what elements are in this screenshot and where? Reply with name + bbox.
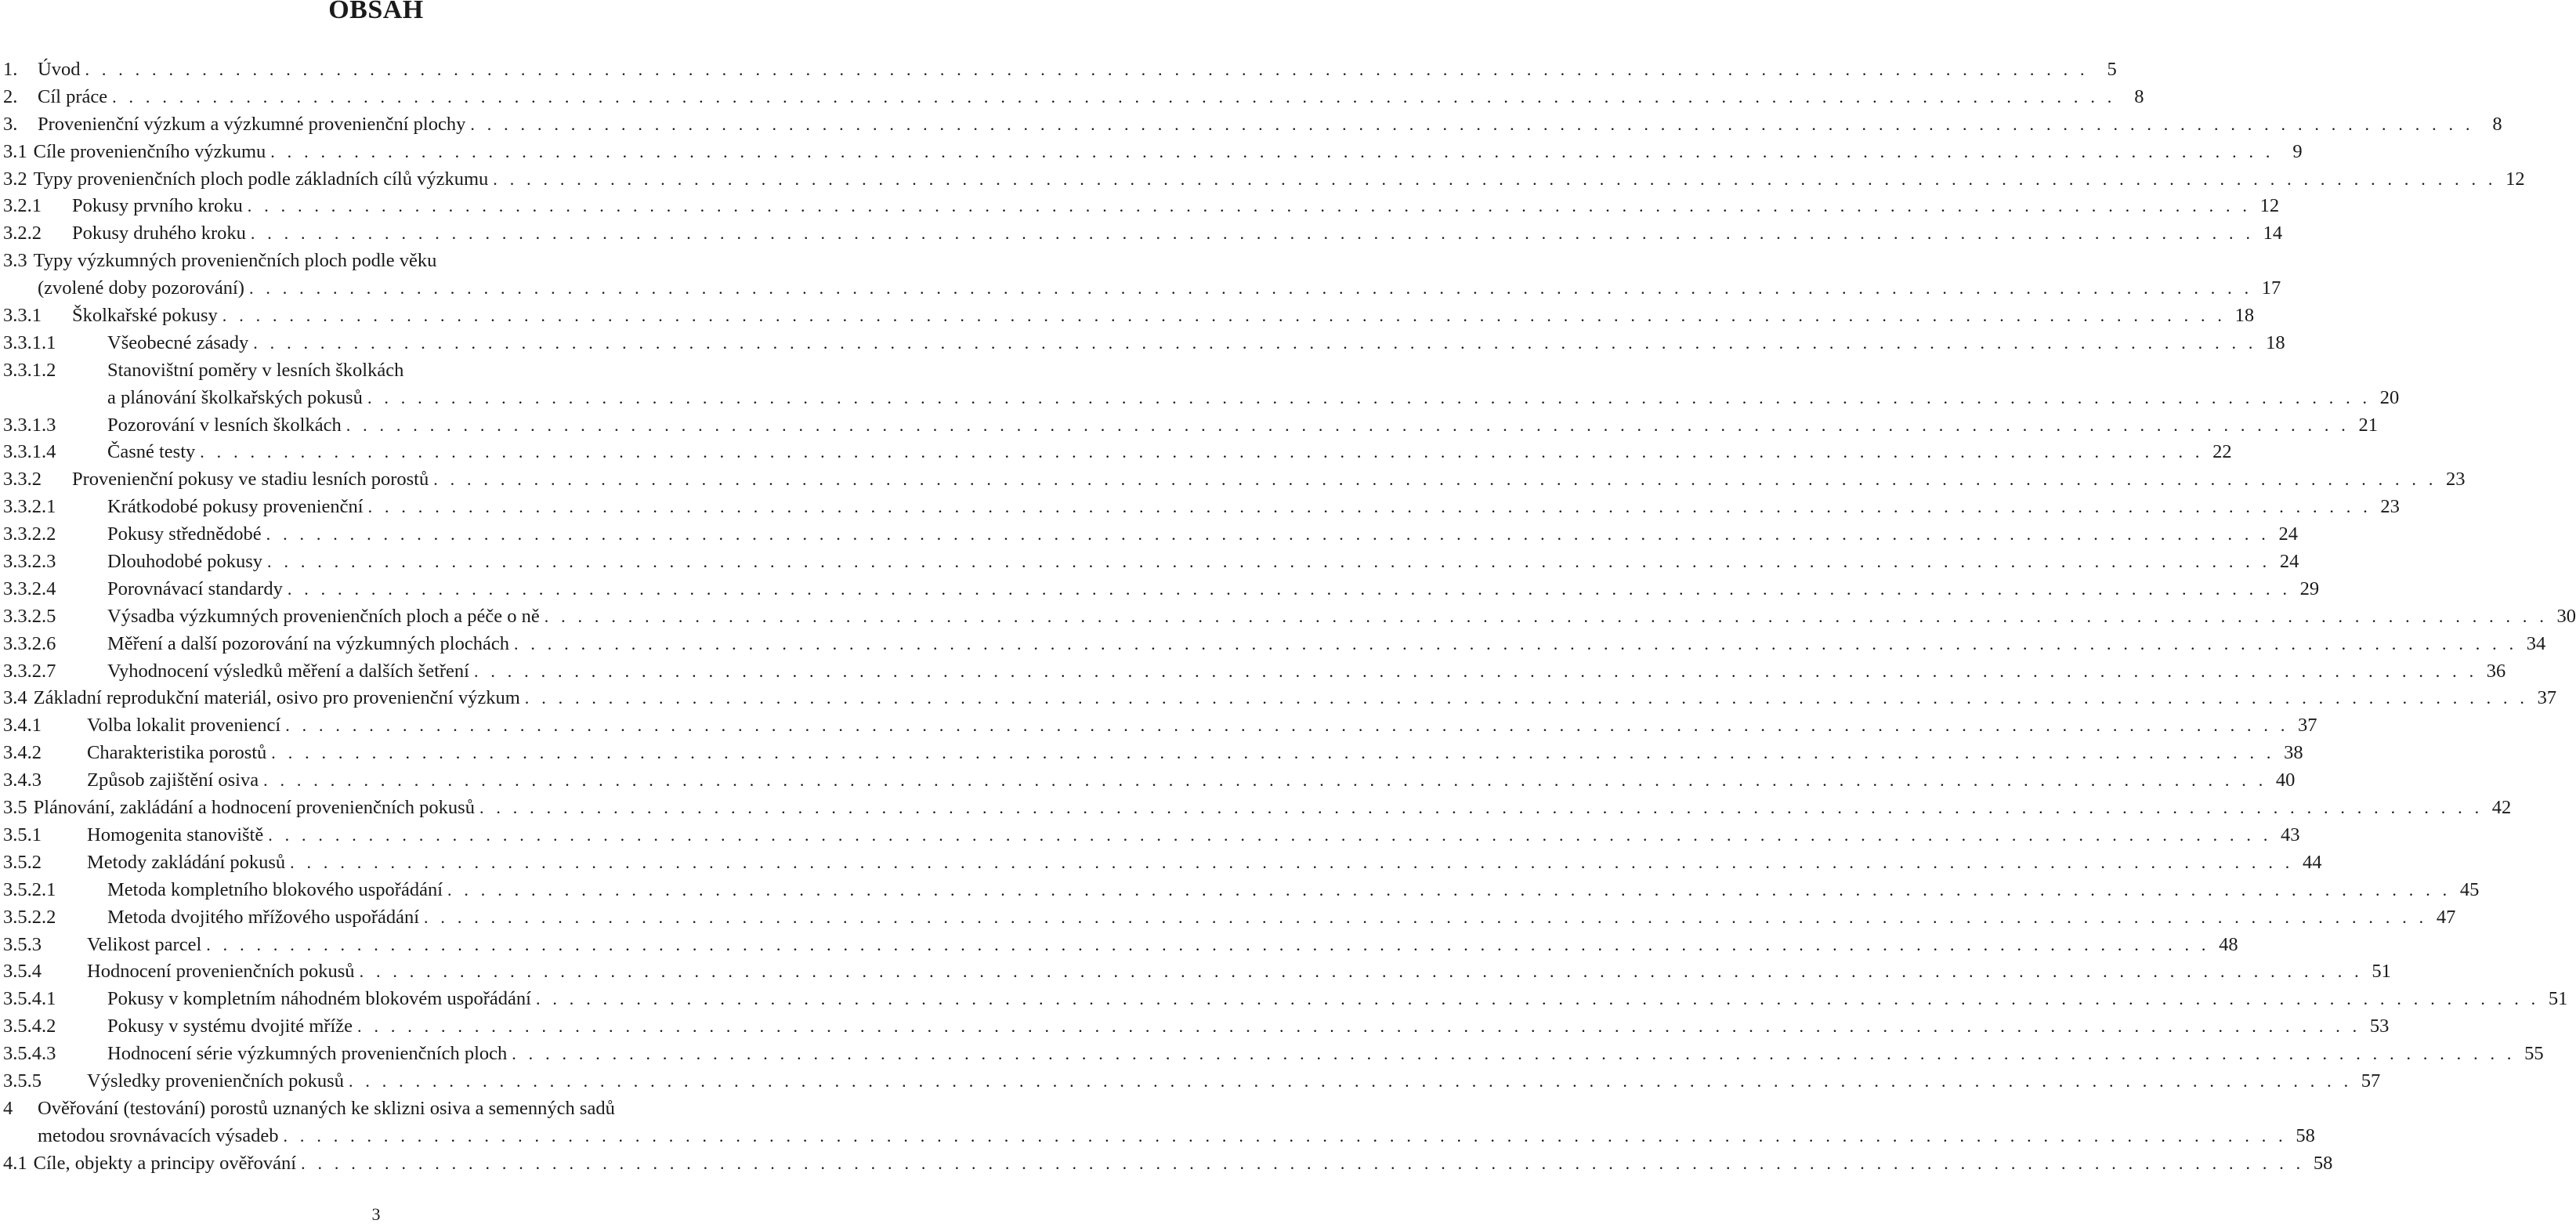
- toc-line: [3, 877, 2480, 904]
- dot-leader: . . . . . . . . . . . . . . . . . . . . . . . . . . . . . . . . . . . . . . . . . . . . . . . . . . . . . . . . . . . . . . . . . . . . . . . . . . . . . . . . . . . . . . . . . . . . . . . . . . . . . . . . . . . . . . . . . . . . . . . .: [283, 1125, 2287, 1146]
- entry-title: Pozorování v lesních školkách: [107, 414, 342, 436]
- entry-title: Volba lokalit proveniencí: [87, 715, 281, 737]
- toc-entry[interactable]: [3, 603, 2576, 631]
- entry-number: 3.2.1: [3, 195, 42, 217]
- entry-title: Cíle, objekty a principy ověřování: [33, 1152, 297, 1174]
- entry-title-continued: metodou srovnávacích výsadeb: [38, 1124, 279, 1146]
- toc-line: [3, 412, 2379, 440]
- entry-page: 58: [2313, 1152, 2333, 1174]
- entry-number: 3.5.3: [3, 933, 42, 955]
- entry-number: 1.: [3, 59, 18, 80]
- entry-title: Provenienční pokusy ve stadiu lesních porostů: [72, 469, 429, 491]
- toc-entry[interactable]: [3, 412, 2379, 440]
- entry-title: Úvod: [38, 59, 81, 80]
- toc-entry[interactable]: [3, 712, 2317, 740]
- entry-title: Typy provenienčních ploch podle základních cílů výzkumu: [33, 168, 489, 190]
- toc-entry[interactable]: [3, 904, 2456, 932]
- toc-line: [3, 275, 2281, 302]
- dot-leader: . . . . . . . . . . . . . . . . . . . . . . . . . . . . . . . . . . . . . . . . . . . . . . . . . . . . . . . . . . . . . . . . . . . . . . . . . . . . . . . . . . . . . . . . . . . . . . . . . . . . . . . . . . . . . . . . . . . . . . . .: [200, 442, 2204, 462]
- entry-number: 3.3.2.2: [3, 523, 56, 545]
- entry-title: Porovnávací standardy: [107, 577, 283, 599]
- dot-leader: . . . . . . . . . . . . . . . . . . . . . . . . . . . . . . . . . . . . . . . . . . . . . . . . . . . . . . . . . . . . . . . . . . . . . . . . . . . . . . . . . . . . . . . . . . . . . . . . . . . . . . . . . . . . . . . . . . . . . . . .: [287, 578, 2292, 599]
- entry-number: 3.5: [3, 797, 27, 819]
- dot-leader: . . . . . . . . . . . . . . . . . . . . . . . . . . . . . . . . . . . . . . . . . . . . . . . . . . . . . . . . . . . . . . . . . . . . . . . . . . . . . . . . . . . . . . . . . . . . . . . . . . . . . . . . . . . . . . . . . . . . . . . .: [250, 223, 2255, 244]
- toc-entry[interactable]: [3, 302, 2255, 330]
- toc-entry[interactable]: [3, 439, 2232, 466]
- toc-entry[interactable]: [3, 685, 2557, 712]
- entry-page: 53: [2369, 1016, 2390, 1037]
- toc-entry[interactable]: [3, 1068, 2381, 1095]
- entry-page: 12: [2259, 195, 2280, 217]
- entry-number: 3.3.2: [3, 469, 42, 491]
- entry-page: 45: [2459, 878, 2480, 900]
- entry-title: Pokusy prvního kroku: [72, 195, 243, 217]
- toc-entry[interactable]: [3, 220, 2283, 248]
- toc-entry[interactable]: [3, 248, 2281, 302]
- page-title: OBSAH: [328, 0, 424, 24]
- entry-number: 3.3: [3, 250, 27, 272]
- entry-page: 30: [2556, 605, 2576, 627]
- entry-page: 5: [2107, 59, 2117, 80]
- entry-number: 3.1: [3, 140, 27, 162]
- toc-entry[interactable]: [3, 1013, 2390, 1041]
- toc-entry[interactable]: [3, 193, 2280, 220]
- toc-line: [3, 302, 2255, 330]
- table-of-contents: [3, 56, 2576, 1178]
- entry-number: 3.: [3, 113, 18, 135]
- toc-line: [3, 139, 2303, 166]
- entry-title-continued: (zvolené doby pozorování): [38, 277, 244, 299]
- toc-line: [3, 932, 2238, 959]
- entry-title: Pokusy střednědobé: [107, 523, 262, 545]
- toc-line: [3, 357, 749, 385]
- dot-leader: . . . . . . . . . . . . . . . . . . . . . . . . . . . . . . . . . . . . . . . . . . . . . . . . . . . . . . . . . . . . . . . . . . . . . . . . . . . . . . . . . . . . . . . . . . . . . . . . . . . . . . . . . . . . . . . . . . . . . . . .: [301, 1153, 2305, 1173]
- toc-line: [3, 439, 2232, 466]
- entry-title: Výsadba výzkumných provenienčních ploch a péče o ně: [107, 605, 540, 627]
- entry-title: Výsledky provenienčních pokusů: [87, 1070, 344, 1092]
- entry-number: 3.5.2.2: [3, 906, 56, 928]
- dot-leader: . . . . . . . . . . . . . . . . . . . . . . . . . . . . . . . . . . . . . . . . . . . . . . . . . . . . . . . . . . . . . . . . . . . . . . . . . . . . . . . . . . . . . . . . . . . . . . . . . . . . . . . . . . . . . . . . . . . . . . . .: [290, 852, 2294, 872]
- toc-line: [3, 658, 2506, 686]
- dot-leader: . . . . . . . . . . . . . . . . . . . . . . . . . . . . . . . . . . . . . . . . . . . . . . . . . . . . . . . . . . . . . . . . . . . . . . . . . . . . . . . . . . . . . . . . . . . . . . . . . . . . . . . . . . . . . . . . . . . . . . . .: [512, 1044, 2516, 1064]
- toc-line: [3, 521, 2298, 549]
- entry-page: 22: [2212, 441, 2232, 463]
- entry-page: 18: [2234, 305, 2255, 327]
- dot-leader: . . . . . . . . . . . . . . . . . . . . . . . . . . . . . . . . . . . . . . . . . . . . . . . . . . . . . . . . . . . . . . . . . . . . . . . . . . . . . . . . . . . . . . . . . . . . . . . . . . . . . . . . . . . . . . . . . . . . . . . .: [357, 1016, 2361, 1037]
- dot-leader: . . . . . . . . . . . . . . . . . . . . . . . . . . . . . . . . . . . . . . . . . . . . . . . . . . . . . . . . . . . . . . . . . . . . . . . . . . . . . . . . . . . . . . . . . . . . . . . . . . . . . . . . . . . . . . . . . . . . . . . .: [513, 633, 2518, 654]
- entry-page: 8: [2134, 85, 2144, 107]
- toc-entry[interactable]: [3, 958, 2391, 986]
- dot-leader: . . . . . . . . . . . . . . . . . . . . . . . . . . . . . . . . . . . . . . . . . . . . . . . . . . . . . . . . . . . . . . . . . . . . . . . . . . . . . . . . . . . . . . . . . . . . . . . . . . . . . . . . . . . . . . . . . . . . . . . .: [263, 770, 2267, 791]
- dot-leader: . . . . . . . . . . . . . . . . . . . . . . . . . . . . . . . . . . . . . . . . . . . . . . . . . . . . . . . . . . . . . . . . . . . . . . . . . . . . . . . . . . . . . . . . . . . . . . . . . . . . . . . . . . . . . . . . . . . . . . . .: [479, 798, 2484, 818]
- entry-number: 3.5.2.1: [3, 878, 56, 900]
- entry-page: 58: [2296, 1124, 2315, 1146]
- entry-page: 43: [2281, 824, 2300, 845]
- toc-line: [3, 84, 2144, 111]
- toc-entry[interactable]: [3, 822, 2300, 849]
- entry-page: 44: [2302, 851, 2322, 873]
- entry-page: 40: [2275, 769, 2296, 791]
- toc-line: [3, 1150, 2333, 1178]
- toc-line: [3, 1095, 749, 1123]
- dot-leader: . . . . . . . . . . . . . . . . . . . . . . . . . . . . . . . . . . . . . . . . . . . . . . . . . . . . . . . . . . . . . . . . . . . . . . . . . . . . . . . . . . . . . . . . . . . . . . . . . . . . . . . . . . . . . . . . . . . . . . . .: [367, 497, 2372, 517]
- dot-leader: . . . . . . . . . . . . . . . . . . . . . . . . . . . . . . . . . . . . . . . . . . . . . . . . . . . . . . . . . . . . . . . . . . . . . . . . . . . . . . . . . . . . . . . . . . . . . . . . . . . . . . . . . . . . . . . . . . . . . . . .: [248, 278, 2253, 299]
- toc-entry[interactable]: [3, 166, 2525, 194]
- entry-title: Krátkodobé pokusy provenienční: [107, 496, 364, 518]
- entry-number: 3.3.1.4: [3, 441, 56, 463]
- toc-line: [3, 1068, 2381, 1095]
- toc-entry[interactable]: [3, 1150, 2333, 1178]
- entry-title: Velikost parcel: [87, 933, 202, 955]
- toc-entry[interactable]: [3, 466, 2466, 494]
- entry-number: 3.5.4.1: [3, 988, 56, 1010]
- toc-entry[interactable]: [3, 658, 2506, 686]
- dot-leader: . . . . . . . . . . . . . . . . . . . . . . . . . . . . . . . . . . . . . . . . . . . . . . . . . . . . . . . . . . . . . . . . . . . . . . . . . . . . . . . . . . . . . . . . . . . . . . . . . . . . . . . . . . . . . . . . . . . . . . . .: [433, 469, 2437, 490]
- entry-number: 3.3.2.4: [3, 577, 56, 599]
- entry-page: 48: [2219, 933, 2238, 955]
- toc-line: [3, 712, 2317, 740]
- dot-leader: . . . . . . . . . . . . . . . . . . . . . . . . . . . . . . . . . . . . . . . . . . . . . . . . . . . . . . . . . . . . . . . . . . . . . . . . . . . . . . . . . . . . . . . . . . . . . . . . . . . . . . . . . . . . . . . . . . . . . . . .: [270, 141, 2274, 161]
- toc-line: [3, 385, 2400, 412]
- toc-line: [3, 822, 2300, 849]
- entry-title: Metoda kompletního blokového uspořádání: [107, 878, 443, 900]
- entry-title: Dlouhodobé pokusy: [107, 551, 263, 573]
- entry-number: 4: [3, 1097, 13, 1119]
- toc-entry[interactable]: [3, 330, 2285, 357]
- toc-entry[interactable]: [3, 877, 2480, 904]
- toc-entry[interactable]: [3, 740, 2303, 767]
- entry-page: 17: [2261, 277, 2281, 299]
- dot-leader: . . . . . . . . . . . . . . . . . . . . . . . . . . . . . . . . . . . . . . . . . . . . . . . . . . . . . . . . . . . . . . . . . . . . . . . . . . . . . . . . . . . . . . . . . . . . . . . . . . . . . . . . . . . . . . . . . . . . . . . .: [253, 332, 2257, 353]
- toc-entry[interactable]: [3, 631, 2546, 658]
- toc-entry[interactable]: [3, 139, 2303, 166]
- entry-number: 3.2.2: [3, 223, 42, 244]
- toc-line: [3, 549, 2299, 576]
- entry-number: 3.5.2: [3, 851, 42, 873]
- toc-entry[interactable]: [3, 494, 2400, 521]
- entry-page: 34: [2526, 632, 2546, 654]
- dot-leader: . . . . . . . . . . . . . . . . . . . . . . . . . . . . . . . . . . . . . . . . . . . . . . . . . . . . . . . . . . . . . . . . . . . . . . . . . . . . . . . . . . . . . . . . . . . . . . . . . . . . . . . . . . . . . . . . . . . . . . . .: [447, 879, 2451, 900]
- toc-line: [3, 56, 2117, 84]
- entry-page: 37: [2537, 687, 2557, 709]
- dot-leader: . . . . . . . . . . . . . . . . . . . . . . . . . . . . . . . . . . . . . . . . . . . . . . . . . . . . . . . . . . . . . . . . . . . . . . . . . . . . . . . . . . . . . . . . . . . . . . . . . . . . . . . . . . . . . . . . . . . . . . . .: [206, 934, 2210, 954]
- entry-title: Ověřování (testování) porostů uznaných ke sklizni osiva a semenných sadů: [38, 1097, 615, 1119]
- dot-leader: . . . . . . . . . . . . . . . . . . . . . . . . . . . . . . . . . . . . . . . . . . . . . . . . . . . . . . . . . . . . . . . . . . . . . . . . . . . . . . . . . . . . . . . . . . . . . . . . . . . . . . . . . . . . . . . . . . . . . . . .: [85, 60, 2089, 79]
- toc-line: [3, 603, 2576, 631]
- entry-title: Cíl práce: [38, 85, 108, 107]
- toc-entry[interactable]: [3, 1095, 2315, 1150]
- entry-page: 29: [2299, 577, 2320, 599]
- entry-page: 18: [2266, 331, 2285, 353]
- entry-title: Základní reprodukční materiál, osivo pro provenienční výzkum: [33, 687, 520, 709]
- dot-leader: . . . . . . . . . . . . . . . . . . . . . . . . . . . . . . . . . . . . . . . . . . . . . . . . . . . . . . . . . . . . . . . . . . . . . . . . . . . . . . . . . . . . . . . . . . . . . . . . . . . . . . . . . . . . . . . . . . . . . . . .: [470, 114, 2474, 134]
- dot-leader: . . . . . . . . . . . . . . . . . . . . . . . . . . . . . . . . . . . . . . . . . . . . . . . . . . . . . . . . . . . . . . . . . . . . . . . . . . . . . . . . . . . . . . . . . . . . . . . . . . . . . . . . . . . . . . . . . . . . . . . .: [348, 1070, 2353, 1091]
- entry-number: 4.1: [3, 1152, 27, 1174]
- entry-page: 8: [2492, 113, 2502, 135]
- toc-line: [3, 111, 2502, 139]
- entry-title: Stanovištní poměry v lesních školkách: [107, 359, 404, 381]
- entry-number: 3.5.4.3: [3, 1043, 56, 1065]
- page-number: 3: [371, 1204, 381, 1224]
- toc-entry[interactable]: [3, 56, 2117, 84]
- entry-page: 42: [2491, 797, 2512, 819]
- entry-title: Hodnocení série výzkumných provenienčních ploch: [107, 1043, 508, 1065]
- entry-page: 51: [2548, 988, 2568, 1010]
- entry-number: 3.4.2: [3, 742, 42, 764]
- entry-page: 23: [2380, 496, 2400, 518]
- entry-title: Vyhodnocení výsledků měření a dalších šetření: [107, 660, 469, 682]
- entry-number: 3.5.1: [3, 824, 42, 845]
- entry-number: 3.3.2.7: [3, 660, 56, 682]
- toc-line: [3, 576, 2320, 603]
- entry-title: Cíle provenienčního výzkumu: [33, 140, 266, 162]
- dot-leader: . . . . . . . . . . . . . . . . . . . . . . . . . . . . . . . . . . . . . . . . . . . . . . . . . . . . . . . . . . . . . . . . . . . . . . . . . . . . . . . . . . . . . . . . . . . . . . . . . . . . . . . . . . . . . . . . . . . . . . . .: [536, 989, 2540, 1009]
- toc-line: [3, 740, 2303, 767]
- dot-leader: . . . . . . . . . . . . . . . . . . . . . . . . . . . . . . . . . . . . . . . . . . . . . . . . . . . . . . . . . . . . . . . . . . . . . . . . . . . . . . . . . . . . . . . . . . . . . . . . . . . . . . . . . . . . . . . . . . . . . . . .: [285, 715, 2289, 736]
- dot-leader: . . . . . . . . . . . . . . . . . . . . . . . . . . . . . . . . . . . . . . . . . . . . . . . . . . . . . . . . . . . . . . . . . . . . . . . . . . . . . . . . . . . . . . . . . . . . . . . . . . . . . . . . . . . . . . . . . . . . . . . .: [268, 824, 2272, 845]
- entry-page: 57: [2361, 1070, 2381, 1092]
- dot-leader: . . . . . . . . . . . . . . . . . . . . . . . . . . . . . . . . . . . . . . . . . . . . . . . . . . . . . . . . . . . . . . . . . . . . . . . . . . . . . . . . . . . . . . . . . . . . . . . . . . . . . . . . . . . . . . . . . . . . . . . .: [359, 961, 2363, 982]
- entry-number: 3.3.1: [3, 305, 42, 327]
- entry-page: 21: [2358, 414, 2379, 436]
- toc-entry[interactable]: [3, 849, 2322, 877]
- entry-title: Pokusy druhého kroku: [72, 223, 246, 244]
- toc-line: [3, 1123, 2315, 1150]
- toc-entry[interactable]: [3, 1041, 2544, 1068]
- toc-entry[interactable]: [3, 986, 2568, 1013]
- dot-leader: . . . . . . . . . . . . . . . . . . . . . . . . . . . . . . . . . . . . . . . . . . . . . . . . . . . . . . . . . . . . . . . . . . . . . . . . . . . . . . . . . . . . . . . . . . . . . . . . . . . . . . . . . . . . . . . . . . . . . . . .: [271, 743, 2275, 763]
- entry-number: 3.3.1.3: [3, 414, 56, 436]
- toc-entry[interactable]: [3, 549, 2299, 576]
- entry-title: Školkařské pokusy: [72, 305, 218, 327]
- dot-leader: . . . . . . . . . . . . . . . . . . . . . . . . . . . . . . . . . . . . . . . . . . . . . . . . . . . . . . . . . . . . . . . . . . . . . . . . . . . . . . . . . . . . . . . . . . . . . . . . . . . . . . . . . . . . . . . . . . . . . . . .: [267, 552, 2271, 572]
- entry-page: 51: [2372, 961, 2391, 983]
- entry-number: 3.5.4.2: [3, 1016, 56, 1037]
- entry-title: Pokusy v kompletním náhodném blokovém uspořádání: [107, 988, 531, 1010]
- toc-line: [3, 193, 2280, 220]
- entry-title: Časné testy: [107, 441, 196, 463]
- entry-page: 12: [2505, 168, 2525, 190]
- entry-title: Způsob zajištění osiva: [87, 769, 259, 791]
- entry-page: 24: [2279, 551, 2299, 573]
- entry-title: Provenienční výzkum a výzkumné provenienční plochy: [38, 113, 466, 135]
- entry-page: 20: [2379, 386, 2400, 408]
- entry-number: 3.2: [3, 168, 27, 190]
- toc-entry[interactable]: [3, 111, 2502, 139]
- toc-entry[interactable]: [3, 932, 2238, 959]
- toc-entry[interactable]: [3, 357, 2400, 412]
- toc-line: [3, 494, 2400, 521]
- entry-number: 3.3.2.3: [3, 551, 56, 573]
- toc-line: [3, 767, 2296, 795]
- entry-page: 14: [2263, 223, 2283, 244]
- entry-title: Typy výzkumných provenienčních ploch podle věku: [33, 250, 437, 272]
- dot-leader: . . . . . . . . . . . . . . . . . . . . . . . . . . . . . . . . . . . . . . . . . . . . . . . . . . . . . . . . . . . . . . . . . . . . . . . . . . . . . . . . . . . . . . . . . . . . . . . . . . . . . . . . . . . . . . . . . . . . . . . .: [266, 524, 2270, 545]
- entry-page: 38: [2284, 742, 2303, 764]
- toc-entry[interactable]: [3, 576, 2320, 603]
- dot-leader: . . . . . . . . . . . . . . . . . . . . . . . . . . . . . . . . . . . . . . . . . . . . . . . . . . . . . . . . . . . . . . . . . . . . . . . . . . . . . . . . . . . . . . . . . . . . . . . . . . . . . . . . . . . . . . . . . . . . . . . .: [247, 196, 2252, 216]
- toc-line: [3, 795, 2512, 822]
- toc-line: [3, 220, 2283, 248]
- entry-number: 3.5.4: [3, 961, 42, 983]
- entry-number: 2.: [3, 85, 18, 107]
- entry-number: 3.3.2.6: [3, 632, 56, 654]
- entry-page: 47: [2436, 906, 2456, 928]
- toc-line: [3, 1041, 2544, 1068]
- dot-leader: . . . . . . . . . . . . . . . . . . . . . . . . . . . . . . . . . . . . . . . . . . . . . . . . . . . . . . . . . . . . . . . . . . . . . . . . . . . . . . . . . . . . . . . . . . . . . . . . . . . . . . . . . . . . . . . . . . . . . . . .: [473, 661, 2478, 681]
- entry-title-continued: a plánování školkařských pokusů: [107, 386, 363, 408]
- toc-line: [3, 986, 2568, 1013]
- toc-line: [3, 904, 2456, 932]
- entry-page: 37: [2298, 715, 2317, 737]
- entry-title: Hodnocení provenienčních pokusů: [87, 961, 355, 983]
- entry-number: 3.3.1.1: [3, 331, 56, 353]
- entry-number: 3.5.5: [3, 1070, 42, 1092]
- toc-line: [3, 849, 2322, 877]
- toc-entry[interactable]: [3, 795, 2512, 822]
- entry-title: Metoda dvojitého mřížového uspořádání: [107, 906, 420, 928]
- dot-leader: . . . . . . . . . . . . . . . . . . . . . . . . . . . . . . . . . . . . . . . . . . . . . . . . . . . . . . . . . . . . . . . . . . . . . . . . . . . . . . . . . . . . . . . . . . . . . . . . . . . . . . . . . . . . . . . . . . . . . . . .: [524, 688, 2529, 708]
- dot-leader: . . . . . . . . . . . . . . . . . . . . . . . . . . . . . . . . . . . . . . . . . . . . . . . . . . . . . . . . . . . . . . . . . . . . . . . . . . . . . . . . . . . . . . . . . . . . . . . . . . . . . . . . . . . . . . . . . . . . . . . .: [544, 606, 2549, 626]
- entry-title: Charakteristika porostů: [87, 742, 267, 764]
- toc-line: [3, 685, 2557, 712]
- entry-number: 3.4.3: [3, 769, 42, 791]
- dot-leader: . . . . . . . . . . . . . . . . . . . . . . . . . . . . . . . . . . . . . . . . . . . . . . . . . . . . . . . . . . . . . . . . . . . . . . . . . . . . . . . . . . . . . . . . . . . . . . . . . . . . . . . . . . . . . . . . . . . . . . . .: [112, 86, 2116, 107]
- toc-line: [3, 631, 2546, 658]
- toc-entry[interactable]: [3, 521, 2298, 549]
- entry-number: 3.4.1: [3, 715, 42, 737]
- dot-leader: . . . . . . . . . . . . . . . . . . . . . . . . . . . . . . . . . . . . . . . . . . . . . . . . . . . . . . . . . . . . . . . . . . . . . . . . . . . . . . . . . . . . . . . . . . . . . . . . . . . . . . . . . . . . . . . . . . . . . . . .: [493, 168, 2497, 189]
- entry-title: Metody zakládání pokusů: [87, 851, 286, 873]
- entry-title: Měření a další pozorování na výzkumných plochách: [107, 632, 509, 654]
- entry-page: 9: [2292, 140, 2303, 162]
- entry-number: 3.3.1.2: [3, 359, 56, 381]
- entry-number: 3.3.2.1: [3, 496, 56, 518]
- dot-leader: . . . . . . . . . . . . . . . . . . . . . . . . . . . . . . . . . . . . . . . . . . . . . . . . . . . . . . . . . . . . . . . . . . . . . . . . . . . . . . . . . . . . . . . . . . . . . . . . . . . . . . . . . . . . . . . . . . . . . . . .: [367, 387, 2372, 407]
- entry-number: 3.3.2.5: [3, 605, 56, 627]
- entry-page: 24: [2278, 523, 2298, 545]
- entry-page: 23: [2446, 469, 2466, 491]
- entry-page: 55: [2524, 1043, 2544, 1065]
- entry-number: 3.4: [3, 687, 27, 709]
- toc-entry[interactable]: [3, 84, 2144, 111]
- toc-line: [3, 958, 2391, 986]
- dot-leader: . . . . . . . . . . . . . . . . . . . . . . . . . . . . . . . . . . . . . . . . . . . . . . . . . . . . . . . . . . . . . . . . . . . . . . . . . . . . . . . . . . . . . . . . . . . . . . . . . . . . . . . . . . . . . . . . . . . . . . . .: [424, 907, 2428, 927]
- toc-line: [3, 466, 2466, 494]
- entry-title: Pokusy v systému dvojité mříže: [107, 1016, 353, 1037]
- toc-line: [3, 248, 749, 275]
- toc-line: [3, 330, 2285, 357]
- toc-entry[interactable]: [3, 767, 2296, 795]
- toc-line: [3, 166, 2525, 194]
- entry-page: 36: [2486, 660, 2506, 682]
- entry-title: Plánování, zakládání a hodnocení provenienčních pokusů: [33, 797, 475, 819]
- dot-leader: . . . . . . . . . . . . . . . . . . . . . . . . . . . . . . . . . . . . . . . . . . . . . . . . . . . . . . . . . . . . . . . . . . . . . . . . . . . . . . . . . . . . . . . . . . . . . . . . . . . . . . . . . . . . . . . . . . . . . . . .: [346, 415, 2350, 435]
- entry-title: Homogenita stanoviště: [87, 824, 264, 845]
- dot-leader: . . . . . . . . . . . . . . . . . . . . . . . . . . . . . . . . . . . . . . . . . . . . . . . . . . . . . . . . . . . . . . . . . . . . . . . . . . . . . . . . . . . . . . . . . . . . . . . . . . . . . . . . . . . . . . . . . . . . . . . .: [222, 306, 2227, 326]
- toc-line: [3, 1013, 2390, 1041]
- entry-title: Všeobecné zásady: [107, 331, 249, 353]
